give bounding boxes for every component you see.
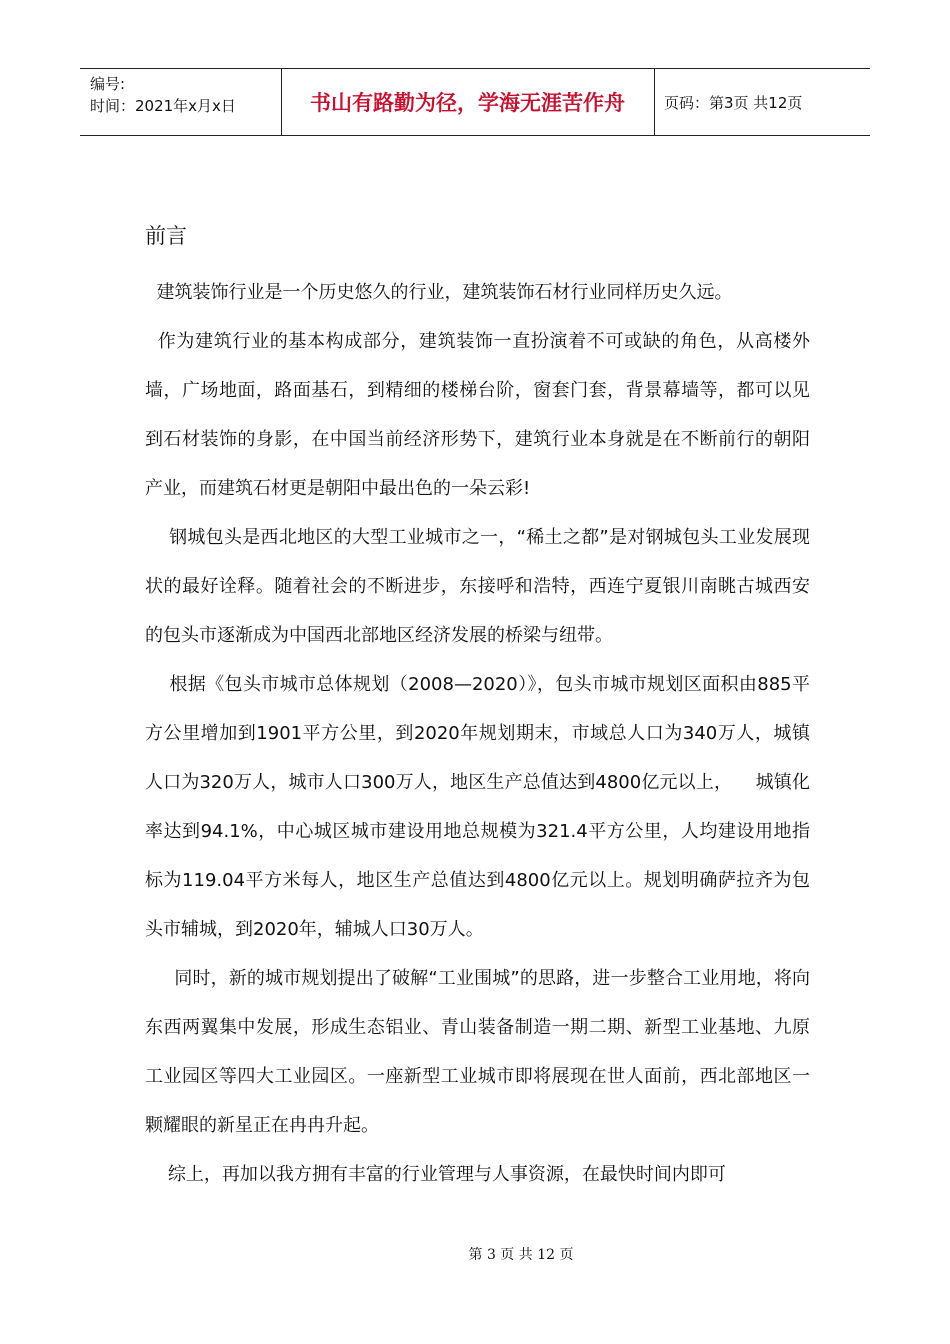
header-divider: [654, 69, 655, 135]
section-heading: 前言: [145, 224, 187, 248]
page-footer: 第 3 页 共 12 页: [468, 1247, 574, 1263]
paragraph: 建筑装饰行业是一个历史悠久的行业，建筑装饰石材行业同样历史久远。: [145, 282, 733, 303]
header-meta: [90, 73, 236, 117]
document-header: [80, 68, 870, 136]
paragraph: 根据《包头市城市总体规划（2008—2020）》，包头市城市规划区面积由885平方公里增加到1901平方公里，到2020年规划期末，市域总人口为340万人，城镇人口为320万人，城市人口300万人，地区生产总值达到4800亿元以上， 城镇化率达到94.1%，中心城区城市建设用地总规模为321.4平方公里，人均建设用地指标为119.04平方米每人，地区生产总值达到4800亿元以上。规划明确萨拉齐为包头市辅城，到2020年，辅城人口30万人。: [145, 674, 810, 940]
document-time-label: 时间：2021年x月x日: [90, 97, 236, 115]
document-number-label: 编号:: [90, 75, 126, 93]
paragraph: 同时，新的城市规划提出了破解“工业围城”的思路，进一步整合工业用地，将向东西两翼集中发展，形成生态铝业、青山装备制造一期二期、新型工业基地、九原工业园区等四大工业园区。一座新型工业城市即将展现在世人面前，西北部地区一颗耀眼的新星正在冉冉升起。: [145, 968, 810, 1136]
paragraph: 作为建筑行业的基本构成部分，建筑装饰一直扮演着不可或缺的角色，从高楼外墙，广场地面，路面基石，到精细的楼梯台阶，窗套门套，背景幕墙等，都可以见到石材装饰的身影，在中国当前经济形势下，建筑行业本身就是在不断前行的朝阳产业，而建筑石材更是朝阳中最出色的一朵云彩!: [145, 331, 811, 499]
header-motto: 书山有路勤为径，学海无涯苦作舟: [310, 91, 625, 115]
document-body: [145, 214, 810, 1199]
paragraph: 综上，再加以我方拥有丰富的行业管理与人事资源，在最快时间内即可: [145, 1164, 726, 1185]
paragraph: 钢城包头是西北地区的大型工业城市之一，“稀土之都”是对钢城包头工业发展现状的最好诠释。随着社会的不断进步，东接呼和浩特，西连宁夏银川南眺古城西安的包头市逐渐成为中国西北部地区经济发展的桥梁与纽带。: [145, 527, 810, 646]
header-page-code: 页码：第3页 共12页: [664, 93, 803, 112]
